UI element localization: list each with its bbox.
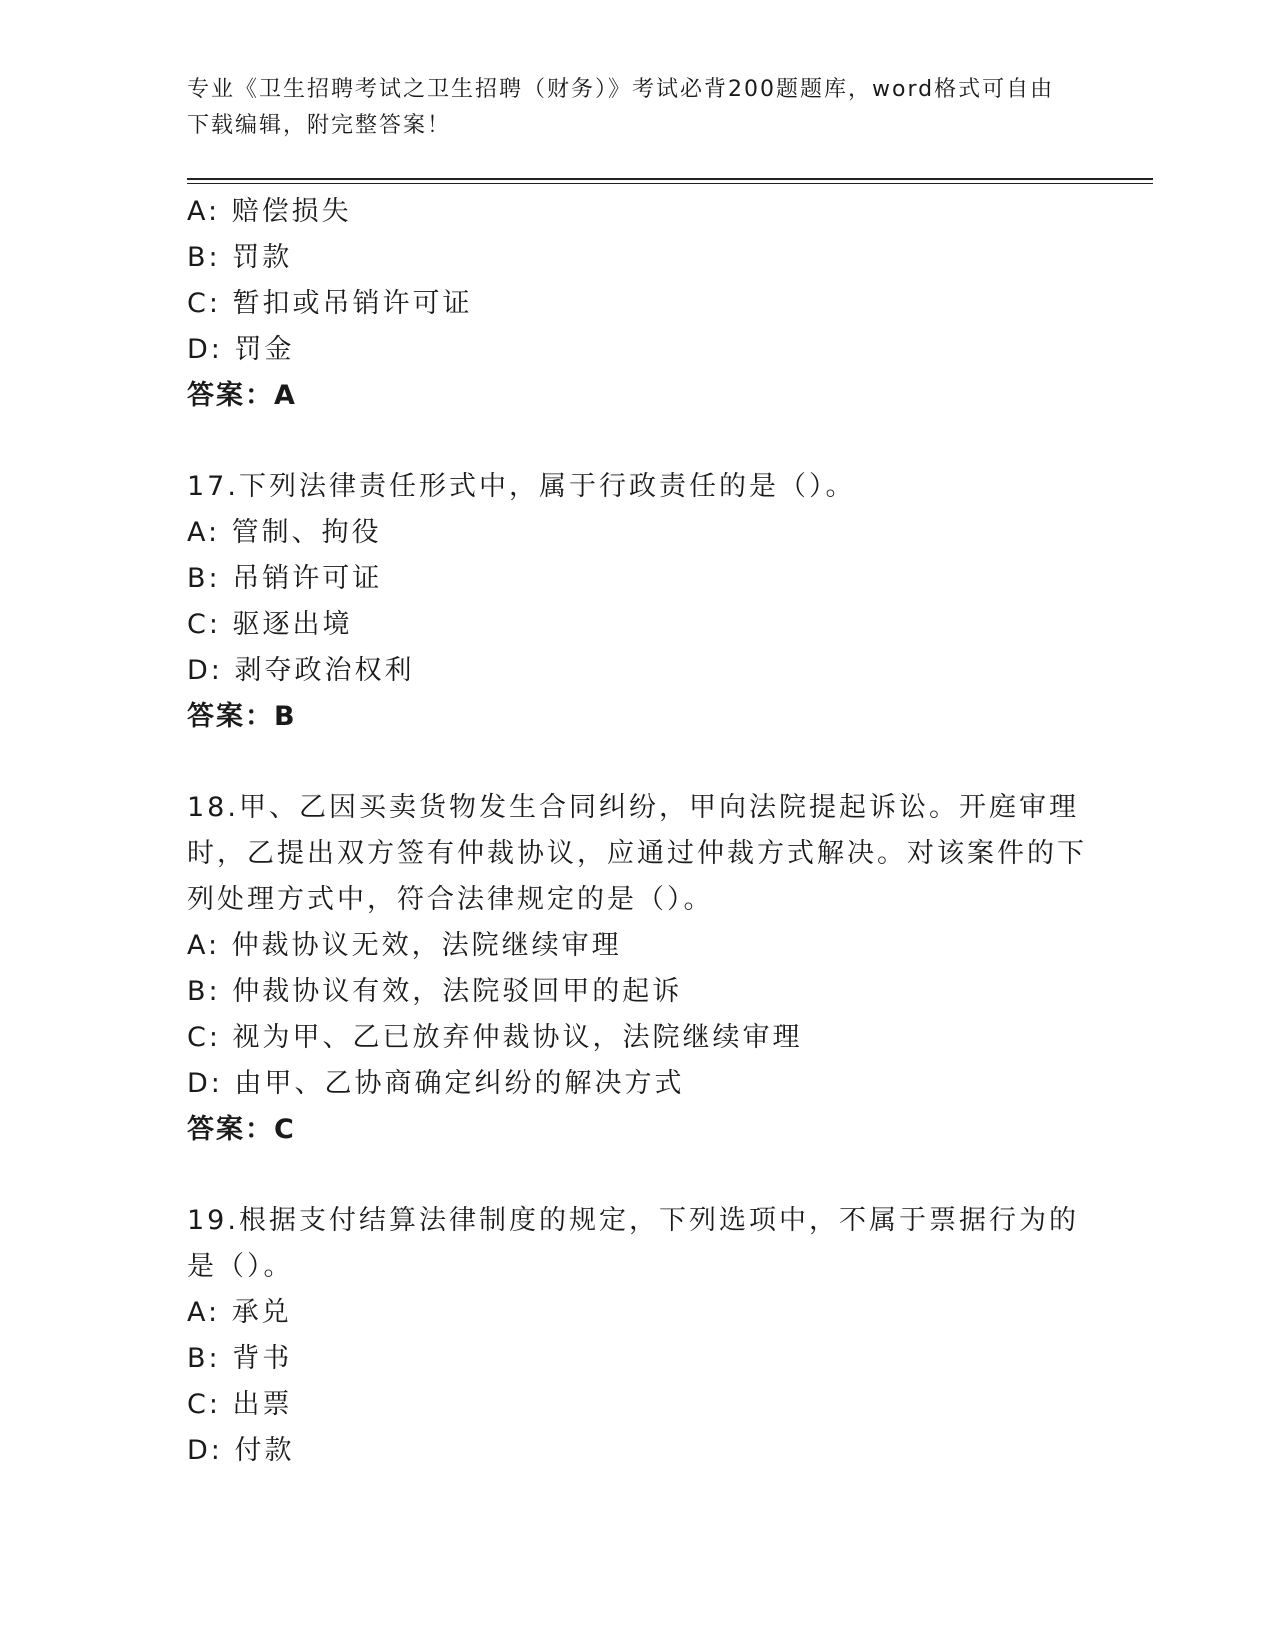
option-b: B: 吊销许可证 (187, 563, 383, 594)
option-b: B: 罚款 (187, 242, 293, 273)
question-list (187, 189, 1087, 1474)
spacer (187, 740, 1087, 785)
header-divider-thick (187, 178, 1153, 180)
option-c: C: 暂扣或吊销许可证 (187, 288, 473, 319)
question-stem: 19.根据支付结算法律制度的规定，下列选项中，不属于票据行为的是（）。 (187, 1205, 1079, 1282)
option-d: D: 付款 (187, 1435, 295, 1466)
option-a: A: 赔偿损失 (187, 196, 352, 227)
question-stem: 18.甲、乙因买卖货物发生合同纠纷，甲向法院提起诉讼。开庭审理时，乙提出双方签有仲裁协议，应通过仲裁方式解决。对该案件的下列处理方式中，符合法律规定的是（）。 (187, 792, 1087, 915)
header-divider-thin (187, 183, 1153, 184)
option-d: D: 罚金 (187, 334, 295, 365)
answer-text: 答案：C (187, 1114, 296, 1145)
option-c: C: 驱逐出境 (187, 609, 353, 640)
option-b: B: 背书 (187, 1343, 293, 1374)
option-a: A: 承兑 (187, 1297, 292, 1328)
option-c: C: 视为甲、乙已放弃仲裁协议，法院继续审理 (187, 1022, 803, 1053)
option-a: A: 管制、拘役 (187, 517, 382, 548)
document-header: 专业《卫生招聘考试之卫生招聘（财务）》考试必背200题题库，word格式可自由下载编辑，附完整答案！ (187, 77, 1055, 138)
spacer (187, 1153, 1087, 1198)
question-block-17 (187, 464, 1087, 740)
option-d: D: 剥夺政治权利 (187, 655, 415, 686)
question-stem: 17.下列法律责任形式中，属于行政责任的是（）。 (187, 471, 856, 502)
answer-text: 答案：A (187, 380, 297, 411)
option-d: D: 由甲、乙协商确定纠纷的解决方式 (187, 1068, 685, 1099)
spacer (187, 419, 1087, 464)
question-block-19 (187, 1198, 1087, 1474)
option-a: A: 仲裁协议无效，法院继续审理 (187, 930, 622, 961)
option-c: C: 出票 (187, 1389, 293, 1420)
question-block-prev (187, 189, 1087, 419)
question-block-18 (187, 785, 1087, 1153)
option-b: B: 仲裁协议有效，法院驳回甲的起诉 (187, 976, 683, 1007)
answer-text: 答案：B (187, 701, 297, 732)
